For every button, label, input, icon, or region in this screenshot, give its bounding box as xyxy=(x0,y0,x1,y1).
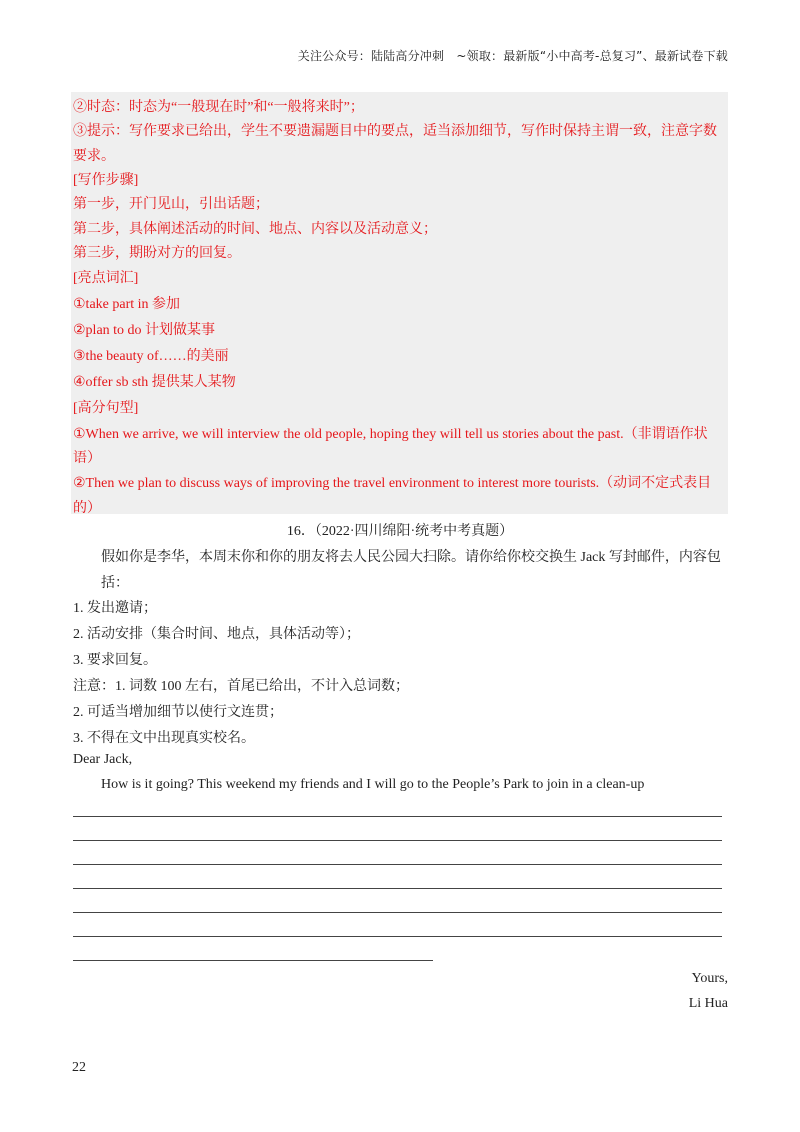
answer-line: ④offer sb sth 提供某人某物 xyxy=(73,375,236,390)
answer-line: 的） xyxy=(73,501,101,516)
answer-line: ②plan to do 计划做某事 xyxy=(73,323,216,338)
writing-line xyxy=(73,840,722,841)
answer-line: 第二步，具体阐述活动的时间、地点、内容以及活动意义； xyxy=(73,222,437,237)
requirement-item: 2. 活动安排（集合时间、地点，具体活动等）； xyxy=(73,627,360,642)
answer-line: 语） xyxy=(73,451,101,466)
answer-line: 要求。 xyxy=(73,149,115,164)
answer-line: ①When we arrive, we will interview the old people, hoping they will tell us stories about the past.（非谓语作状 xyxy=(73,427,708,442)
letter-greeting: Dear Jack, xyxy=(73,752,133,767)
note-item: 注意：1. 词数 100 左右，首尾已给出，不计入总词数； xyxy=(73,679,409,694)
writing-line xyxy=(73,816,722,817)
writing-line xyxy=(73,864,722,865)
writing-line xyxy=(73,888,722,889)
letter-opening: How is it going? This weekend my friends and I will go to the People’s Park to join in a clean-up xyxy=(101,777,645,792)
letter-signature: Li Hua xyxy=(688,996,728,1011)
answer-line: ③提示：写作要求已给出，学生不要遗漏题目中的要点，适当添加细节，写作时保持主谓一致，注意字数 xyxy=(73,124,717,139)
writing-line xyxy=(73,936,722,937)
writing-line xyxy=(73,960,433,961)
answer-line: [高分句型] xyxy=(73,401,139,416)
question-title: 16．（2022·四川绵阳·统考中考真题） xyxy=(286,524,514,539)
answer-line: ②Then we plan to discuss ways of improving the travel environment to interest more tourists.（动词不定式表目 xyxy=(73,476,712,491)
writing-line xyxy=(73,912,722,913)
requirement-item: 1. 发出邀请； xyxy=(73,601,157,616)
requirement-item: 3. 要求回复。 xyxy=(73,653,157,668)
answer-line: ①take part in 参加 xyxy=(73,297,181,312)
answer-line: ③the beauty of……的美丽 xyxy=(73,349,229,364)
letter-closing: Yours, xyxy=(691,971,728,986)
page-number: 22 xyxy=(72,1060,86,1075)
answer-line: [亮点词汇] xyxy=(73,271,139,286)
answer-line: ②时态：时态为“一般现在时”和“一般将来时”； xyxy=(73,100,364,115)
page-header: 关注公众号：陆陆高分冲刺 ~领取：最新版“小中高考-总复习”、最新试卷下载 xyxy=(297,49,728,63)
question-prompt: 假如你是李华，本周末你和你的朋友将去人民公园大扫除。请你给你校交换生 Jack 写封邮件，内容包 xyxy=(101,550,721,565)
question-prompt-cont: 括： xyxy=(101,576,129,591)
note-item: 3. 不得在文中出现真实校名。 xyxy=(73,731,255,746)
answer-line: 第一步，开门见山，引出话题； xyxy=(73,197,269,212)
answer-line: [写作步骤] xyxy=(73,173,139,188)
note-item: 2. 可适当增加细节以使行文连贯； xyxy=(73,705,283,720)
answer-line: 第三步，期盼对方的回复。 xyxy=(73,246,241,261)
